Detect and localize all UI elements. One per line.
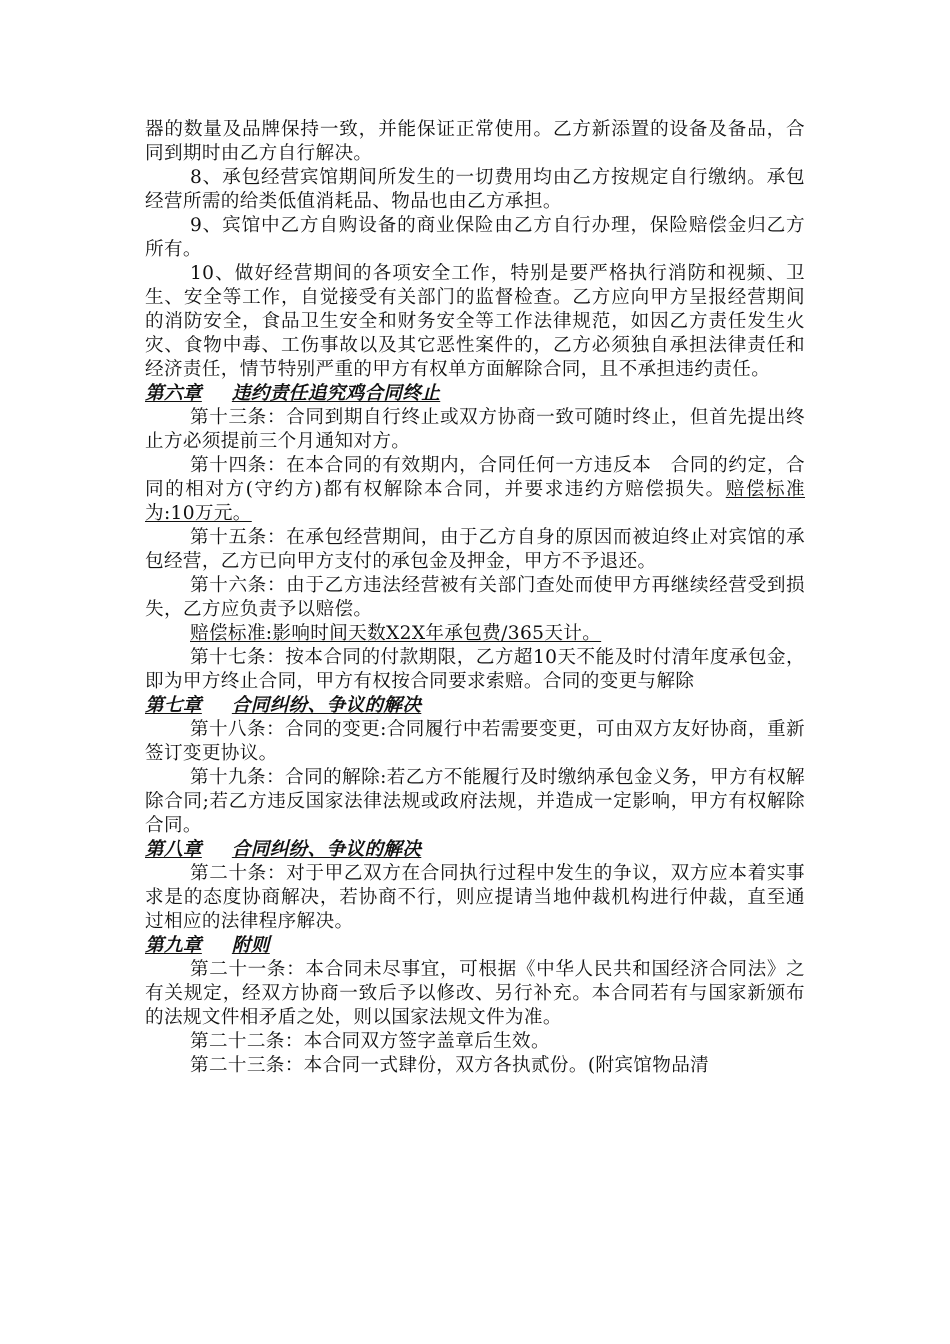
chapter-heading-8 bbox=[145, 838, 805, 862]
article-20: 第二十条：对于甲乙双方在合同执行过程中发生的争议，双方应本着实事求是的态度协商解决，若协商不行，则应提请当地仲裁机构进行仲裁，直至通过相应的法律程序解决。 bbox=[145, 863, 805, 932]
article-13: 第十三条：合同到期自行终止或双方协商一致可随时终止，但首先提出终止方必须提前三个月通知对方。 bbox=[145, 407, 805, 452]
paragraph: 10、做好经营期间的各项安全工作，特别是要严格执行消防和视频、卫生、安全等工作，自觉接受有关部门的监督检查。乙方应向甲方呈报经营期间的消防安全，食品卫生安全和财务安全等工作法律规范，如因乙方责任发生火灾、食物中毒、工伤事故以及其它恶性案件的，乙方必须独自承担法律责任和经济责任，情节特别严重的甲方有权单方面解除合同，且不承担违约责任。 bbox=[145, 263, 805, 380]
article-16: 第十六条：由于乙方违法经营被有关部门查处而使甲方再继续经营受到损失，乙方应负责予以赔偿。 bbox=[145, 575, 805, 620]
chapter-number: 第七章 bbox=[145, 695, 202, 716]
article-17: 第十七条：按本合同的付款期限，乙方超10天不能及时付清年度承包金，即为甲方终止合同，甲方有权按合同要求索赔。合同的变更与解除 bbox=[145, 647, 805, 692]
article-22: 第二十二条：本合同双方签字盖章后生效。 bbox=[190, 1031, 550, 1052]
compensation-standard: 赔偿标准为:10万元。 bbox=[145, 479, 806, 524]
chapter-number: 第九章 bbox=[145, 935, 202, 956]
chapter-title: 违约责任追究鸡合同终止 bbox=[231, 383, 441, 404]
chapter-number: 第八章 bbox=[145, 839, 202, 860]
compensation-standard-line bbox=[145, 622, 805, 646]
paragraph: 8、承包经营宾馆期间所发生的一切费用均由乙方按规定自行缴纳。承包经营所需的给类低值消耗品、物品也由乙方承担。 bbox=[145, 167, 805, 212]
chapter-heading-6 bbox=[145, 382, 805, 406]
compensation-standard: 赔偿标准:影响时间天数X2X年承包费/365天计。 bbox=[190, 623, 602, 644]
article-14 bbox=[145, 454, 805, 526]
chapter-number: 第六章 bbox=[145, 383, 202, 404]
document-page bbox=[145, 118, 805, 1078]
chapter-title: 合同纠纷、争议的解决 bbox=[231, 695, 422, 716]
article-18: 第十八条：合同的变更:合同履行中若需要变更，可由双方友好协商，重新签订变更协议。 bbox=[145, 719, 805, 764]
article-15: 第十五条：在承包经营期间，由于乙方自身的原因而被迫终止对宾馆的承包经营，乙方已向甲方支付的承包金及押金，甲方不予退还。 bbox=[145, 527, 805, 572]
article-text: 第十四条：在本合同的有效期内，合同任何一方违反本 合同的约定，合同的相对方(守约方)都有权解除本合同，并要求违约方赔偿损失。 bbox=[145, 455, 805, 500]
paragraph: 9、宾馆中乙方自购设备的商业保险由乙方自行办理，保险赔偿金归乙方所有。 bbox=[145, 215, 805, 260]
chapter-title: 合同纠纷、争议的解决 bbox=[231, 839, 422, 860]
chapter-title: 附则 bbox=[231, 935, 270, 956]
article-23: 第二十三条：本合同一式肆份，双方各执贰份。(附宾馆物品清 bbox=[190, 1055, 710, 1076]
article-19: 第十九条：合同的解除:若乙方不能履行及时缴纳承包金义务，甲方有权解除合同;若乙方违反国家法律法规或政府法规，并造成一定影响，甲方有权解除合同。 bbox=[145, 767, 805, 836]
chapter-heading-7 bbox=[145, 694, 805, 718]
paragraph: 器的数量及品牌保持一致，并能保证正常使用。乙方新添置的设备及备品，合同到期时由乙方自行解决。 bbox=[145, 119, 805, 164]
article-21: 第二十一条：本合同未尽事宜，可根据《中华人民共和国经济合同法》之有关规定，经双方协商一致后予以修改、另行补充。本合同若有与国家新颁布的法规文件相矛盾之处，则以国家法规文件为准。 bbox=[145, 959, 805, 1028]
chapter-heading-9 bbox=[145, 934, 805, 958]
